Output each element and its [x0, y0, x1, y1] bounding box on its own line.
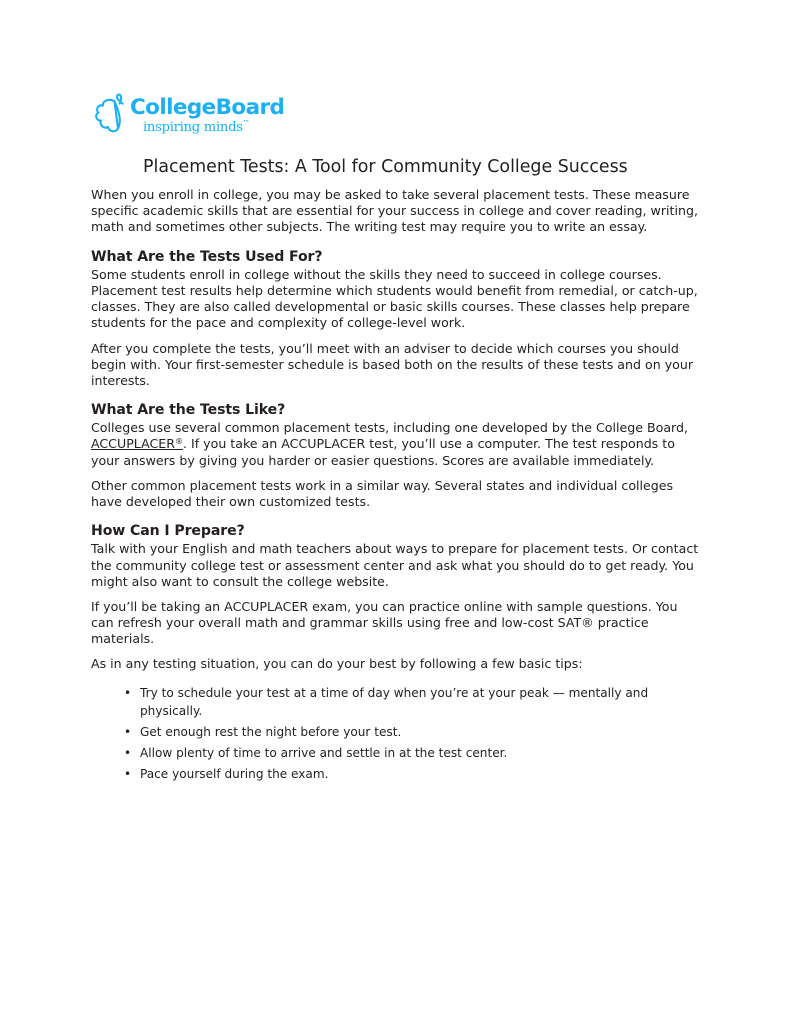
brand-tagline [143, 120, 284, 134]
brand-tagline-text: inspiring minds [143, 119, 243, 135]
accuplacer-label: ACCUPLACER [91, 436, 175, 452]
paragraph-tests-used-for-1: Some students enroll in college without the skills they need to succeed in college courses. Placement test results help determine which students would benefit from remedial, or catch-up, classes. They are also called developmental or basic skills courses. These classes help prepare students for the pace and complexity of college-level work. [91, 267, 698, 331]
paragraph-tests-used-for-2: After you complete the tests, you’ll meet with an adviser to decide which courses you should begin with. Your first-semester schedule is based both on the results of these tests and on your interests. [91, 340, 694, 388]
list-item-label: Try to schedule your test at a time of day when you’re at your peak — mentally and physically. [140, 686, 649, 718]
college-board-wordmark [130, 97, 284, 134]
list-item-label: Allow plenty of time to arrive and settle in at the test center. [140, 745, 508, 760]
paragraph-how-prepare-1: Talk with your English and math teachers about ways to prepare for placement tests. Or contact the community college test or assessment center and ask what you should do to get ready. You might also want to consult the college website. [91, 541, 699, 589]
list-item [91, 745, 703, 766]
bullet-icon: • [124, 745, 132, 760]
paragraph-how-prepare-2: If you’ll be taking an ACCUPLACER exam, you can practice online with sample questions. You can refresh your overall math and grammar skills using free and low-cost SAT® practice materials. [91, 598, 678, 646]
college-board-logo [92, 93, 285, 143]
accuplacer-link[interactable] [91, 436, 183, 451]
tips-list [91, 685, 703, 787]
list-item-label: Pace yourself during the exam. [140, 766, 329, 781]
paragraph-tests-like-2: Other common placement tests work in a similar way. Several states and individual colleges have developed their own customized tests. [91, 477, 674, 509]
brand-name: CollegeBoard [130, 95, 285, 120]
bullet-icon: • [124, 724, 132, 739]
list-item-label: Get enough rest the night before your test. [140, 724, 402, 739]
list-item [91, 766, 703, 787]
paragraph-tests-like-1 [91, 420, 703, 468]
section-heading-how-prepare: How Can I Prepare? [91, 522, 245, 539]
section-heading-tests-used-for: What Are the Tests Used For? [91, 248, 323, 265]
list-item [91, 724, 703, 745]
section-heading-tests-like: What Are the Tests Like? [91, 401, 286, 418]
paragraph-how-prepare-3: As in any testing situation, you can do your best by following a few basic tips: [91, 656, 583, 672]
paragraph-text-after-link: . If you take an ACCUPLACER test, you’ll use a computer. The test responds to your answers by giving you harder or easier questions. Scores are available immediately. [91, 436, 675, 468]
bullet-icon: • [124, 766, 132, 781]
intro-paragraph: When you enroll in college, you may be asked to take several placement tests. These measure specific academic skills that are essential for your success in college and cover reading, writing, math and sometimes other subjects. The writing test may require you to write an essay. [91, 187, 698, 235]
page-title: Placement Tests: A Tool for Community College Success [143, 157, 628, 177]
document-content [91, 93, 703, 787]
paragraph-text-before-link: Colleges use several common placement tests, including one developed by the College Board, [91, 420, 688, 436]
list-item [91, 685, 703, 724]
trademark-mark: ™ [242, 118, 250, 127]
bullet-icon: • [124, 686, 132, 701]
registered-mark: ® [175, 437, 183, 447]
